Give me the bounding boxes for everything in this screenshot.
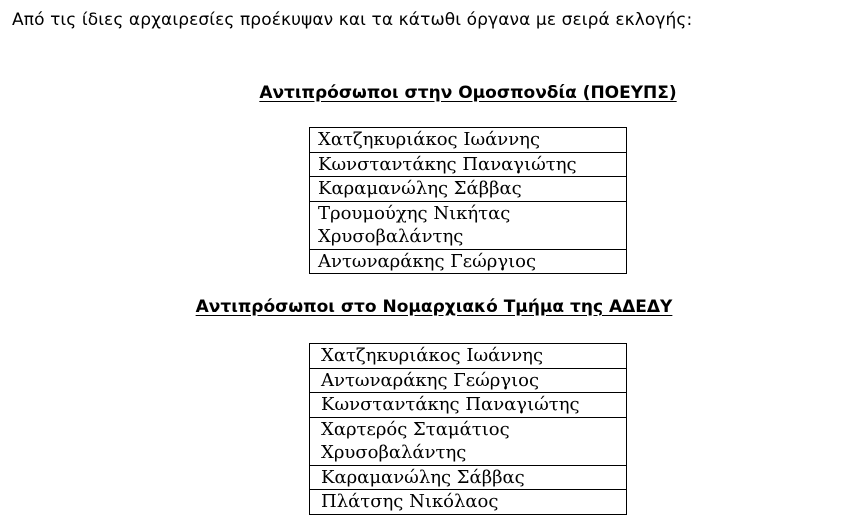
section-title-poeyps: Αντιπρόσωποι στην Ομοσπονδία (ΠΟΕΥΠΣ) [259,83,677,103]
table-row [310,344,627,369]
member-name: Κωνσταντάκης Παναγιώτης [310,152,627,177]
table-row [310,128,627,153]
table-row [310,393,627,418]
table-row [310,417,627,465]
table-row [310,177,627,202]
table-row [310,368,627,393]
table-row [310,249,627,274]
section-title-adedy: Αντιπρόσωποι στο Νομαρχιακό Τμήμα της ΑΔΕΔΥ [195,297,673,317]
member-name: Χαρτερός Σταμάτιος Χρυσοβαλάντης [310,417,627,465]
member-name: Πλάτσης Νικόλαος [310,490,627,515]
table-row [310,201,627,249]
member-name: Χατζηκυριάκος Ιωάννης [310,128,627,153]
member-name: Χατζηκυριάκος Ιωάννης [310,344,627,369]
member-name: Καραμανώλης Σάββας [310,177,627,202]
table-row [310,152,627,177]
member-name: Κωνσταντάκης Παναγιώτης [310,393,627,418]
member-name: Καραμανώλης Σάββας [310,465,627,490]
intro-text: Από τις ίδιες αρχαιρεσίες προέκυψαν και τα κάτωθι όργανα με σειρά εκλογής: [12,10,693,30]
member-name: Αντωναράκης Γεώργιος [310,249,627,274]
adedy-representatives-table [309,343,627,515]
table-row [310,465,627,490]
member-name: Αντωναράκης Γεώργιος [310,368,627,393]
table-row [310,490,627,515]
member-name: Τρουμούχης Νικήτας Χρυσοβαλάντης [310,201,627,249]
poeyps-representatives-table [309,127,627,274]
